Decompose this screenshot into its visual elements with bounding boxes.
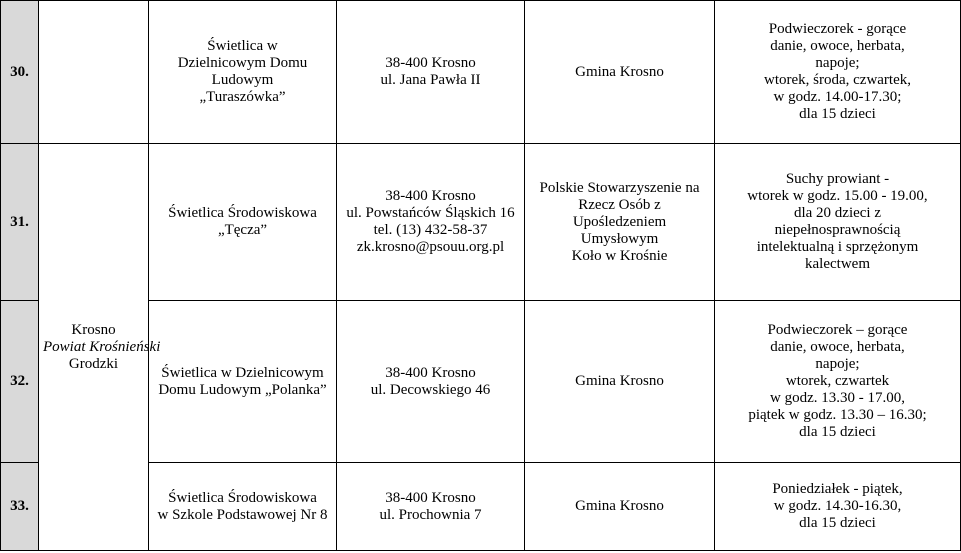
facility-address: 38-400 Krosno ul. Decowskiego 46 [337,301,525,463]
facility-offer: Poniedziałek - piątek, w godz. 14.30-16.30, dla 15 dzieci [715,463,961,551]
district-cell [39,1,149,144]
facility-operator: Polskie Stowarzyszenie na Rzecz Osób z Upośledzeniem Umysłowym Koło w Krośnie [525,144,715,301]
facility-offer: Podwieczorek - gorące danie, owoce, herbata, napoje; wtorek, środa, czwartek, w godz. 14.00-17.30; dla 15 dzieci [715,1,961,144]
facility-name: Świetlica Środowiskowa w Szkole Podstawowej Nr 8 [149,463,337,551]
facility-address: 38-400 Krosno ul. Prochownia 7 [337,463,525,551]
facility-name: Świetlica Środowiskowa „Tęcza” [149,144,337,301]
facility-name: Świetlica w Dzielnicowym Domu Ludowym „Polanka” [149,301,337,463]
district-type: Grodzki [68,355,119,372]
facility-name: Świetlica w Dzielnicowym Domu Ludowym „Turaszówka” [149,1,337,144]
row-number: 31. [1,144,39,301]
facility-offer: Podwieczorek – gorące danie, owoce, herbata, napoje; wtorek, czwartek w godz. 13.30 - 17.00, piątek w godz. 13.30 – 16.30; dla 15 dzieci [715,301,961,463]
table-row [1,1,961,144]
table-row [1,144,961,301]
facility-address: 38-400 Krosno ul. Jana Pawła II [337,1,525,144]
facility-operator: Gmina Krosno [525,463,715,551]
district-cell [39,144,161,551]
row-number: 33. [1,463,39,551]
email-link[interactable]: zk.krosno@psouu.org.pl [356,239,505,255]
facility-offer: Suchy prowiant - wtorek w godz. 15.00 - 19.00, dla 20 dzieci z niepełnosprawnością intelektualną i sprzężonym kalectwem [715,144,961,301]
facility-operator: Gmina Krosno [525,1,715,144]
district-county: Powiat Krośnieński [43,338,161,355]
facility-address: 38-400 Krosno ul. Powstańców Śląskich 16 tel. (13) 432-58-37 zk.krosno@psouu.org.pl [337,144,525,301]
row-number: 32. [1,301,39,463]
facility-operator: Gmina Krosno [525,301,715,463]
district-city: Krosno [71,321,116,338]
row-number: 30. [1,1,39,144]
